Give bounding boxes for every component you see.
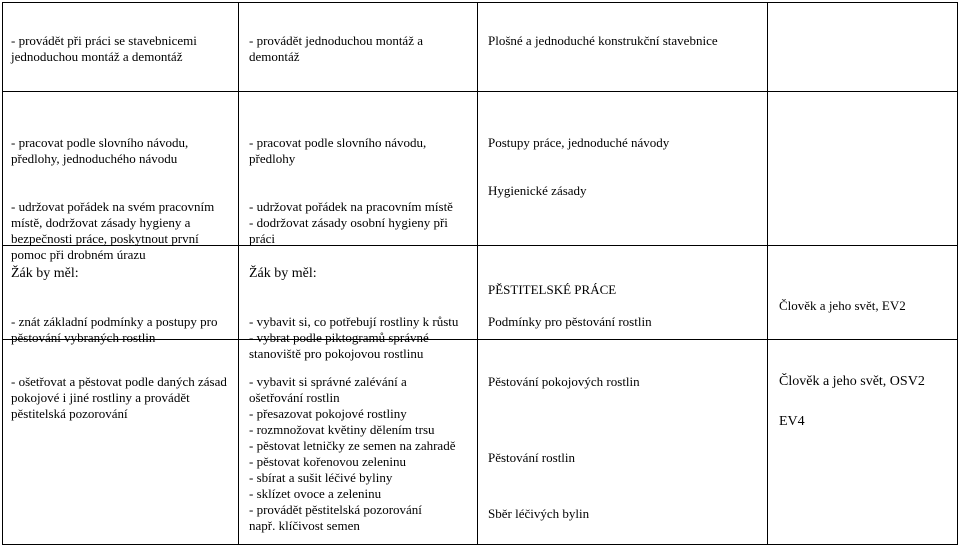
cell-r4-c4: [779, 358, 955, 446]
column-divider: [477, 3, 478, 544]
cell-r2-c3: [488, 119, 763, 215]
cell-text: Člověk a jeho svět, OSV2: [779, 374, 925, 389]
cell-text: - udržovat pořádek na pracovním místě - dodržovat zásady osobní hygieny při práci: [249, 199, 453, 246]
cell-text: Plošné a jednoduché konstrukční stavebnice: [488, 33, 718, 48]
cell-r3-c4: [779, 282, 955, 330]
cell-heading: Žák by měl:: [249, 266, 317, 281]
row-divider: [3, 91, 957, 92]
cell-text: Hygienické zásady: [488, 183, 587, 198]
cell-text: - vybavit si správné zalévání a ošetřování rostlin - přesazovat pokojové rostliny - rozmnožovat květiny dělením trsu - pěstovat letničky ze semen na zahradě - pěstovat kořenovou zeleninu - sbírat a sušit léčivé byliny - sklízet ovoce a zeleninu - provádět pěstitelská pozorování např. klíčivost semen: [249, 374, 456, 533]
cell-text: - provádět při práci se stavebnicemi jednoduchou montáž a demontáž: [11, 33, 197, 64]
cell-text: Pěstování pokojových rostlin: [488, 374, 640, 389]
column-divider: [238, 3, 239, 544]
cell-text: Člověk a jeho svět, EV2: [779, 298, 906, 313]
cell-heading: PĚSTITELSKÉ PRÁCE: [488, 282, 617, 297]
cell-r3-c3: [488, 266, 763, 346]
cell-r4-c1: [11, 358, 233, 438]
cell-r2-c2: [249, 119, 473, 263]
cell-text: - provádět jednoduchou montáž a demontáž: [249, 33, 423, 64]
cell-text: Postupy práce, jednoduché návody: [488, 135, 670, 150]
cell-text: Sběr léčivých bylin: [488, 506, 590, 521]
cell-heading: Žák by měl:: [11, 266, 79, 281]
cell-text: EV4: [779, 414, 805, 429]
cell-r4-c2: [249, 358, 473, 550]
cell-text: - pracovat podle slovního návodu, předlohy, jednoduchého návodu: [11, 135, 189, 166]
cell-text: - ošetřovat a pěstovat podle daných zásad pokojové i jiné rostliny a provádět pěstitelská pozorování: [11, 374, 227, 421]
cell-r1-c3: [488, 17, 763, 65]
cell-text: - pracovat podle slovního návodu, předlohy: [249, 135, 427, 166]
curriculum-table: [2, 2, 958, 545]
cell-text: - udržovat pořádek na svém pracovním místě, dodržovat zásady hygieny a bezpečnosti práce, poskytnout první pomoc při drobném úrazu: [11, 199, 215, 262]
cell-text: - vybavit si, co potřebují rostliny k růstu - vybrat podle piktogramů správné stanoviště pro pokojovou rostlinu: [249, 314, 459, 361]
column-divider: [767, 3, 768, 544]
cell-text: Podmínky pro pěstování rostlin: [488, 314, 652, 329]
cell-r3-c1: [11, 250, 233, 362]
cell-text: Pěstování rostlin: [488, 450, 576, 465]
cell-text: - znát základní podmínky a postupy pro pěstování vybraných rostlin: [11, 314, 218, 345]
cell-r1-c1: [11, 17, 233, 81]
cell-r4-c3: [488, 358, 763, 538]
cell-r1-c2: [249, 17, 473, 81]
